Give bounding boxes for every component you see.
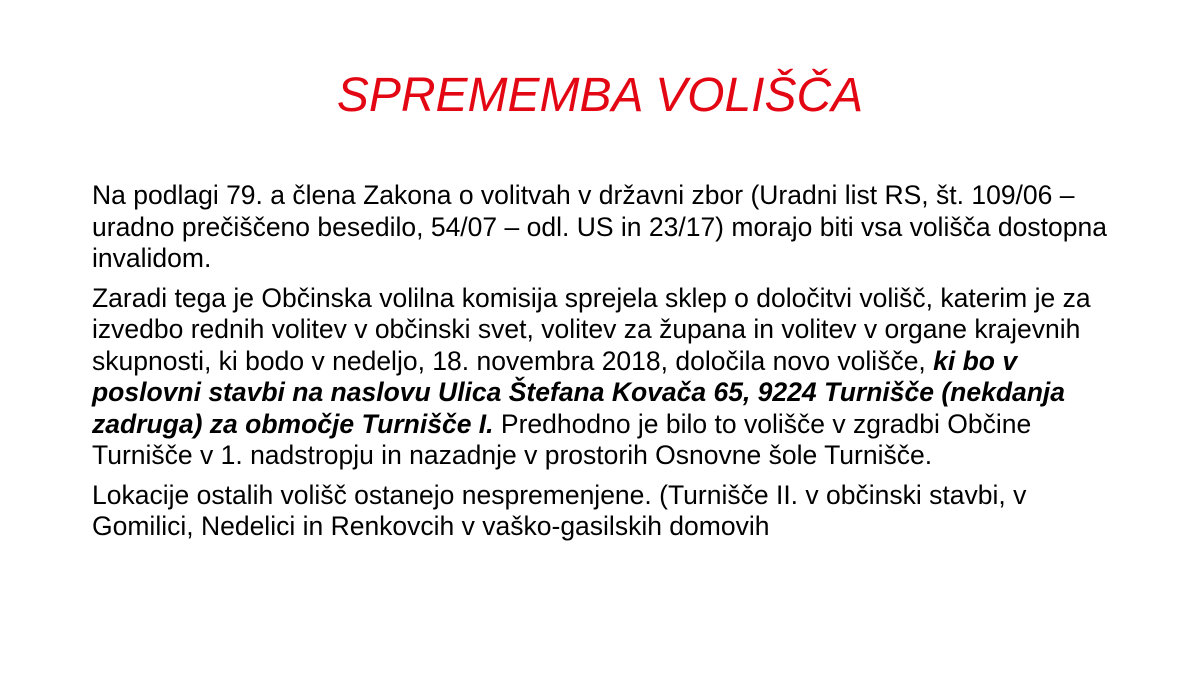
new-polling-station-location: ki bo v poslovni stavbi na naslovu Ulica Štefana Kovača 65, 9224 Turnišče (nekdanja zadruga) za območje Turnišče I. — [92, 345, 1066, 439]
paragraph-other-locations-text: Lokacije ostalih volišč ostanejo nespremenjene. (Turnišče II. v občinski stavbi, v Gomilici, Nedelici in Renkovcih v vaško-gasilskih domovih — [92, 479, 1027, 541]
paragraph-other-locations — [92, 480, 1122, 543]
paragraph-decision-text-end: Predhodno je bilo to volišče v zgradbi Občine Turnišče v 1. nadstropju in nazadnje v prostorih Osnovne šole Turnišče. — [92, 408, 1032, 470]
paragraph-legal-basis-text: Na podlagi 79. a člena Zakona o volitvah v državni zbor (Uradni list RS, št. 109/06 – uradno prečiščeno besedilo, 54/07 – odl. US in 23/17) morajo biti vsa volišča dostopna invalidom. — [92, 180, 1107, 273]
paragraph-legal-basis — [92, 180, 1122, 275]
slide-title: SPREMEMBA VOLIŠČA — [336, 69, 864, 122]
paragraph-decision — [92, 283, 1122, 472]
slide-body — [92, 180, 1122, 551]
paragraph-decision-text-start: Zaradi tega je Občinska volilna komisija sprejela sklep o določitvi volišč, katerim je za izvedbo rednih volitev v občinski svet, volitev za župana in volitev v organe krajevnih skupnosti, ki bodo v nedeljo, 18. novembra 2018, določila novo volišče, — [92, 282, 1091, 376]
